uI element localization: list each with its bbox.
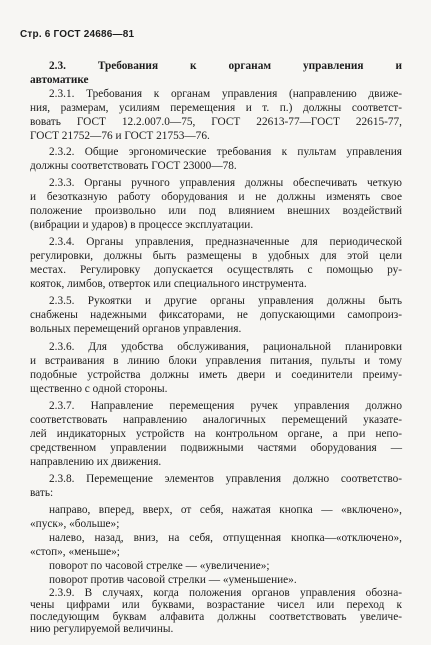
paragraph-line: регулировки, должны быть размещены в удобных для этой цели — [30, 250, 402, 262]
paragraph-line: вольных перемещений органов управления. — [30, 323, 242, 335]
paragraph-line: должны соответствовать ГОСТ 23000—78. — [30, 160, 237, 172]
section-heading: 2.3. Требования к органам управления и — [49, 60, 402, 72]
list-item-line: направо, вперед, вверх, от себя, нажатая кнопка — «включено», — [49, 504, 402, 516]
paragraph-line: и безотказную работу оборудования и не должны изменять свое — [30, 191, 402, 203]
paragraph-line: местах. Регулировку допускается осуществлять с помощью ру- — [30, 264, 402, 276]
list-item-line: «стоп», «меньше»; — [30, 546, 120, 558]
paragraph-line: вать: — [30, 487, 54, 499]
paragraph-line: 2.3.7. Направление перемещения ручек управления должно — [49, 400, 402, 412]
paragraph-line: и встраивания в линию блоки управления питания, пульты и тому — [30, 355, 402, 367]
paragraph-line: лей индикаторных устройств на контрольном органе, а при непо- — [30, 428, 402, 440]
paragraph-line: последующим буквам алфавита должны соответствовать увеличе- — [30, 611, 402, 623]
paragraph-line: нию регулируемой величины. — [30, 623, 174, 635]
paragraph-line: (вибрации и ударов) в процессе эксплуатации. — [30, 219, 254, 231]
list-item-line: налево, назад, вниз, на себя, отпущенная кнопка—«отключено», — [49, 532, 402, 544]
page-header: Стр. 6 ГОСТ 24686—81 — [20, 29, 135, 40]
paragraph-line: 2.3.4. Органы управления, предназначенные для периодической — [49, 236, 402, 248]
paragraph-line: 2.3.1. Требования к органам управления (направлению движе- — [49, 88, 402, 100]
list-item-line: «пуск», «больше»; — [30, 518, 120, 530]
paragraph-line: 2.3.5. Рукоятки и другие органы управления должны быть — [49, 295, 402, 307]
paragraph-line: снабжены надежными фиксаторами, не допускающими самопроиз- — [30, 309, 402, 321]
list-item-line: поворот по часовой стрелке — «увеличение»; — [49, 560, 270, 572]
section-heading: автоматике — [30, 74, 89, 86]
paragraph-line: чены цифрами или буквами, возрастание чисел или переход к — [30, 599, 402, 611]
paragraph-line: 2.3.8. Перемещение элементов управления должно соответство- — [49, 473, 402, 485]
paragraph-line: 2.3.2. Общие эргономические требования к пультам управления — [49, 146, 402, 158]
list-item-line: поворот против часовой стрелки — «уменьшение». — [49, 574, 297, 586]
paragraph-line: подобные устройства должны иметь двери и соединители преиму- — [30, 369, 402, 381]
paragraph-line: вовать ГОСТ 12.2.007.0—75, ГОСТ 22613-77—ГОСТ 22615-77, — [30, 116, 402, 128]
paragraph-line: ния, размерам, усилиям перемещения и т. п.) должны соответст- — [30, 102, 402, 114]
paragraph-line: 2.3.6. Для удобства обслуживания, рациональной планировки — [49, 341, 402, 353]
paragraph-line: соответствовать направлению аналогичных перемещений указате- — [30, 414, 402, 426]
paragraph-line: 2.3.9. В случаях, когда положения органов управления обозна- — [49, 587, 402, 599]
paragraph-line: средственном управлении подвижными частями оборудования — — [30, 442, 402, 454]
paragraph-line: направлению их движения. — [30, 456, 162, 468]
paragraph-line: 2.3.3. Органы ручного управления должны обеспечивать четкую — [49, 177, 402, 189]
paragraph-line: положение произвольно или под влиянием внешних воздействий — [30, 205, 402, 217]
paragraph-line: щественно с одной стороны. — [30, 383, 168, 395]
paragraph-line: ГОСТ 21752—76 и ГОСТ 21753—76. — [30, 130, 210, 142]
paragraph-line: кояток, лимбов, отверток или специального инструмента. — [30, 278, 307, 290]
